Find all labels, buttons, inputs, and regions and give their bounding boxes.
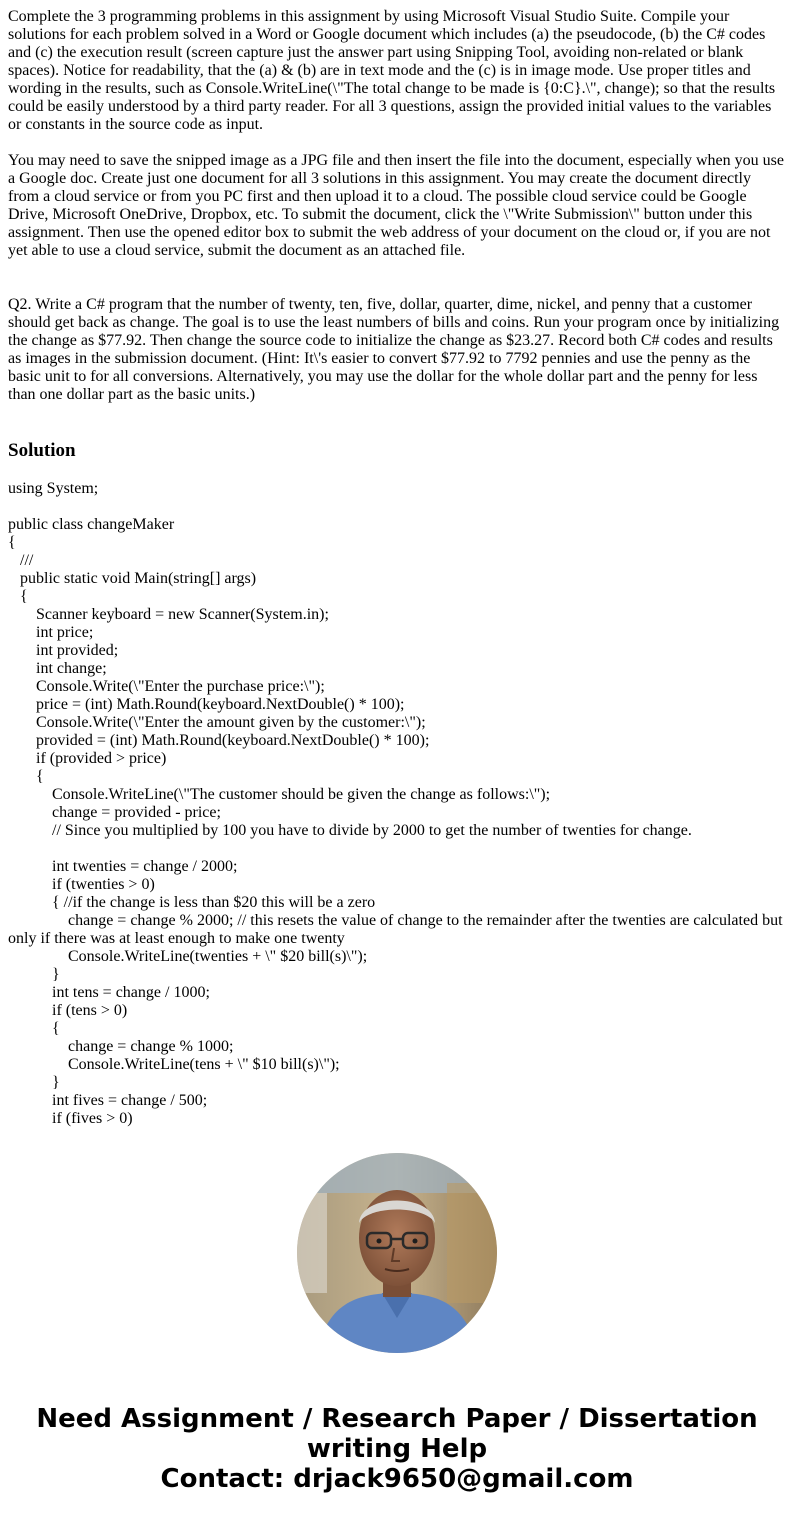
code-line: int twenties = change / 2000;: [8, 858, 238, 875]
author-photo: [297, 1153, 497, 1353]
code-line: }: [8, 1074, 60, 1091]
code-line: int tens = change / 1000;: [8, 984, 210, 1001]
code-line: [8, 498, 786, 516]
footer-line-1: Need Assignment / Research Paper / Dissertation: [36, 1404, 758, 1434]
code-line: change = change % 2000; // this resets the value of change to the remainder after the twenties are calculated but only if there was at least enough to make one twenty: [8, 912, 787, 947]
code-line: {: [8, 588, 28, 605]
code-line: Console.WriteLine(twenties + \" $20 bill(s)\");: [8, 948, 368, 965]
code-line: ///: [8, 552, 34, 569]
code-line: if (tens > 0): [8, 1002, 128, 1019]
question-paragraph: Q2. Write a C# program that the number of twenty, ten, five, dollar, quarter, dime, nickel, and penny that a customer should get back as change. The goal is to use the least numbers of bills and coins. Run your program once by initializing the change as $77.92. Then change the source code to initialize the change as $23.27. Record both C# codes and results as images in the submission document. (Hint: It\'s easier to convert $77.92 to 7792 pennies and use the penny as the basic unit to for all conversions. Alternatively, you may use the dollar for the whole dollar part and the penny for less than one dollar part as the basic units.): [8, 296, 780, 403]
contact-footer: [0, 1404, 794, 1494]
intro-paragraph: Complete the 3 programming problems in this assignment by using Microsoft Visual Studio Suite. Compile your solutions for each problem solved in a Word or Google document which includes (a) the pseudocode, (b) the C# codes and (c) the execution result (screen capture just the answer part using Snipping Tool, avoiding non-related or blank spaces). Notice for readability, that the (a) & (b) are in text mode and the (c) is in image mode. Use proper titles and wording in the results, such as Console.WriteLine(\"The total change to be made is {0:C}.\", change); so that the results could be easily understood by a third party reader. For all 3 questions, assign the provided initial values to the variables or constants in the source code as input.: [8, 8, 776, 133]
solution-heading: Solution: [8, 440, 76, 461]
code-line: Scanner keyboard = new Scanner(System.in);: [8, 606, 329, 623]
footer-line-2: writing Help: [306, 1434, 488, 1464]
code-line: int change;: [8, 660, 107, 677]
code-line: using System;: [8, 480, 99, 497]
document-body: [8, 8, 786, 1128]
code-line: change = change % 1000;: [8, 1038, 234, 1055]
code-line: int fives = change / 500;: [8, 1092, 208, 1109]
code-line: Console.Write(\"Enter the amount given by the customer:\");: [8, 714, 426, 731]
code-line: Console.Write(\"Enter the purchase price:\");: [8, 678, 325, 695]
code-line: // Since you multiplied by 100 you have to divide by 2000 to get the number of twenties for change.: [8, 822, 692, 839]
code-line: price = (int) Math.Round(keyboard.NextDouble() * 100);: [8, 696, 405, 713]
code-line: provided = (int) Math.Round(keyboard.NextDouble() * 100);: [8, 732, 430, 749]
code-line: int price;: [8, 624, 94, 641]
instructions-paragraph: You may need to save the snipped image as a JPG file and then insert the file into the document, especially when you use a Google doc. Create just one document for all 3 solutions in this assignment. You may create the document directly from a cloud service or from you PC first and then upload it to a cloud. The possible cloud service could be Google Drive, Microsoft OneDrive, Dropbox, etc. To submit the document, click the \"Write Submission\" button under this assignment. Then use the opened editor box to submit the web address of your document on the cloud or, if you are not yet able to use a cloud service, submit the document as an attached file.: [8, 152, 784, 259]
code-line: { //if the change is less than $20 this will be a zero: [8, 894, 376, 911]
code-line: if (fives > 0): [8, 1110, 133, 1127]
code-line: if (twenties > 0): [8, 876, 155, 893]
code-line: {: [8, 534, 16, 551]
code-line: public class changeMaker: [8, 516, 175, 533]
code-line: if (provided > price): [8, 750, 167, 767]
code-block: [8, 480, 786, 1128]
code-line: }: [8, 966, 60, 983]
code-line: {: [8, 1020, 60, 1037]
code-line: Console.WriteLine(tens + \" $10 bill(s)\");: [8, 1056, 340, 1073]
code-line: change = provided - price;: [8, 804, 221, 821]
code-line: {: [8, 768, 44, 785]
code-line: int provided;: [8, 642, 119, 659]
code-line: [8, 840, 786, 858]
footer-line-3: Contact: drjack9650@gmail.com: [160, 1464, 634, 1494]
code-line: Console.WriteLine(\"The customer should be given the change as follows:\");: [8, 786, 551, 803]
code-line: public static void Main(string[] args): [8, 570, 257, 587]
author-avatar: [297, 1153, 497, 1353]
